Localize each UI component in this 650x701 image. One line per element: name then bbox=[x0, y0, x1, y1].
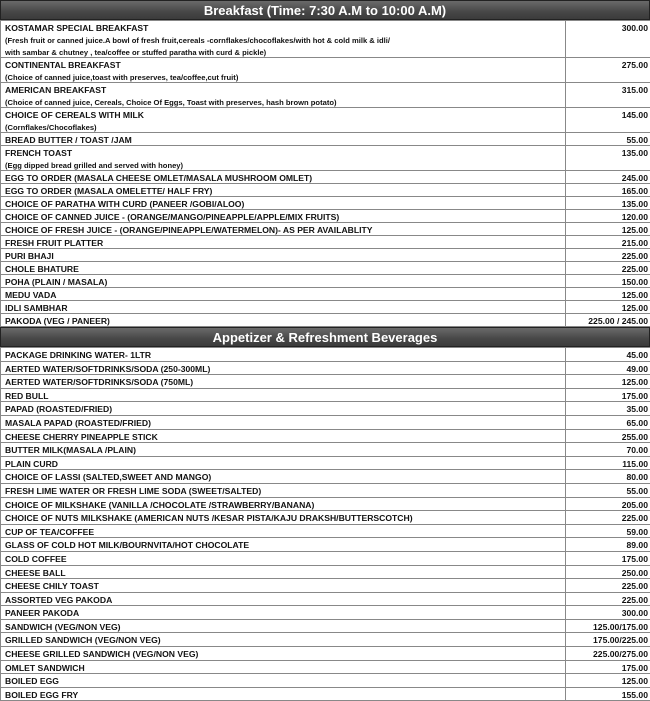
menu-item-name: CUP OF TEA/COFFEE bbox=[5, 527, 94, 537]
menu-item-name: EGG TO ORDER (MASALA CHEESE OMLET/MASALA MUSHROOM OMLET) bbox=[5, 173, 312, 183]
menu-item-cell bbox=[1, 249, 566, 262]
menu-item-name: CHOICE OF FRESH JUICE - (ORANGE/PINEAPPLE/WATERMELON)- AS PER AVAILABLITY bbox=[5, 225, 372, 235]
menu-item-name: KOSTAMAR SPECIAL BREAKFAST bbox=[5, 23, 148, 33]
menu-item-cell bbox=[1, 388, 566, 402]
menu-item-price: 255.00 bbox=[566, 429, 650, 443]
menu-item-price: 55.00 bbox=[566, 133, 650, 146]
menu-item-row bbox=[1, 443, 650, 457]
menu-item-row bbox=[1, 429, 650, 443]
menu-item-price: 70.00 bbox=[566, 443, 650, 457]
menu-item-cell bbox=[1, 171, 566, 184]
menu-item-row bbox=[1, 146, 650, 171]
menu-item-name: GRILLED SANDWICH (VEG/NON VEG) bbox=[5, 635, 161, 645]
menu-item-row bbox=[1, 108, 650, 133]
menu-item-cell bbox=[1, 674, 566, 688]
menu-item-row bbox=[1, 348, 650, 362]
menu-item-cell bbox=[1, 456, 566, 470]
menu-item-description: (Cornflakes/Chocoflakes) bbox=[5, 123, 561, 132]
menu-item-price: 225.00 bbox=[566, 579, 650, 593]
menu-item-name: COLD COFFEE bbox=[5, 554, 67, 564]
menu-item-row bbox=[1, 456, 650, 470]
menu-item-name: BUTTER MILK(MASALA /PLAIN) bbox=[5, 445, 136, 455]
breakfast-table bbox=[0, 20, 650, 327]
menu-item-row bbox=[1, 402, 650, 416]
menu-item-price: 80.00 bbox=[566, 470, 650, 484]
menu-item-name: CHEESE CHILY TOAST bbox=[5, 581, 99, 591]
menu-item-name: RED BULL bbox=[5, 391, 48, 401]
menu-item-name: CHOICE OF NUTS MILKSHAKE (AMERICAN NUTS /KESAR PISTA/KAJU DRAKSH/BUTTERSCOTCH) bbox=[5, 513, 413, 523]
menu-item-cell bbox=[1, 314, 566, 327]
menu-item-cell bbox=[1, 538, 566, 552]
menu-item-name: PANEER PAKODA bbox=[5, 608, 79, 618]
menu-item-cell bbox=[1, 497, 566, 511]
menu-item-row bbox=[1, 511, 650, 525]
menu-item-cell bbox=[1, 262, 566, 275]
menu-item-price: 125.00 bbox=[566, 288, 650, 301]
menu-item-cell bbox=[1, 579, 566, 593]
menu-item-row bbox=[1, 524, 650, 538]
menu-item-name: ASSORTED VEG PAKODA bbox=[5, 595, 112, 605]
menu-item-cell bbox=[1, 275, 566, 288]
menu-item-price: 89.00 bbox=[566, 538, 650, 552]
menu-item-cell bbox=[1, 402, 566, 416]
menu-item-cell bbox=[1, 619, 566, 633]
menu-item-name: MASALA PAPAD (ROASTED/FRIED) bbox=[5, 418, 151, 428]
menu-item-price: 250.00 bbox=[566, 565, 650, 579]
menu-item-cell bbox=[1, 210, 566, 223]
menu-item-cell bbox=[1, 483, 566, 497]
menu-item-row bbox=[1, 262, 650, 275]
menu-item-price: 245.00 bbox=[566, 171, 650, 184]
menu-item-price: 175.00/225.00 bbox=[566, 633, 650, 647]
menu-item-price: 45.00 bbox=[566, 348, 650, 362]
menu-item-row bbox=[1, 249, 650, 262]
breakfast-header: Breakfast (Time: 7:30 A.M to 10:00 A.M) bbox=[0, 0, 650, 20]
menu-item-price: 125.00 bbox=[566, 223, 650, 236]
menu-item-cell bbox=[1, 415, 566, 429]
menu-item-name: FRESH LIME WATER OR FRESH LIME SODA (SWEET/SALTED) bbox=[5, 486, 261, 496]
menu-item-description: (Choice of canned juice, Cereals, Choice Of Eggs, Toast with preserves, hash brown potato) bbox=[5, 98, 561, 107]
beverages-table bbox=[0, 347, 650, 701]
menu-item-row bbox=[1, 184, 650, 197]
menu-item-description: (Choice of canned juice,toast with preserves, tea/coffee,cut fruit) bbox=[5, 73, 561, 82]
menu-item-price: 65.00 bbox=[566, 415, 650, 429]
menu-item-price: 165.00 bbox=[566, 184, 650, 197]
menu-item-name: EGG TO ORDER (MASALA OMELETTE/ HALF FRY) bbox=[5, 186, 212, 196]
menu-item-cell bbox=[1, 348, 566, 362]
menu-item-row bbox=[1, 314, 650, 327]
menu-item-name: SANDWICH (VEG/NON VEG) bbox=[5, 622, 121, 632]
menu-item-price: 225.00 bbox=[566, 592, 650, 606]
menu-item-row bbox=[1, 236, 650, 249]
menu-item-cell bbox=[1, 223, 566, 236]
menu-item-name: AERTED WATER/SOFTDRINKS/SODA (750ML) bbox=[5, 377, 193, 387]
menu-item-price: 150.00 bbox=[566, 275, 650, 288]
menu-item-row bbox=[1, 21, 650, 58]
menu-item-price: 175.00 bbox=[566, 660, 650, 674]
menu-item-cell bbox=[1, 375, 566, 389]
menu-item-price: 205.00 bbox=[566, 497, 650, 511]
menu-item-price: 49.00 bbox=[566, 361, 650, 375]
menu-item-row bbox=[1, 171, 650, 184]
menu-item-cell bbox=[1, 197, 566, 210]
menu-item-row bbox=[1, 197, 650, 210]
menu-item-name: BOILED EGG bbox=[5, 676, 59, 686]
menu-item-cell bbox=[1, 21, 566, 58]
menu-item-name: CHOICE OF CEREALS WITH MILK bbox=[5, 110, 144, 120]
menu-item-cell bbox=[1, 83, 566, 108]
menu-item-cell bbox=[1, 236, 566, 249]
menu-item-name: AMERICAN BREAKFAST bbox=[5, 85, 106, 95]
menu-item-row bbox=[1, 133, 650, 146]
menu-item-name: CHOICE OF CANNED JUICE - (ORANGE/MANGO/PINEAPPLE/APPLE/MIX FRUITS) bbox=[5, 212, 339, 222]
menu-item-price: 125.00 bbox=[566, 301, 650, 314]
menu-item-row bbox=[1, 647, 650, 661]
menu-item-name: BOILED EGG FRY bbox=[5, 690, 78, 700]
menu-item-price: 135.00 bbox=[566, 146, 650, 171]
menu-item-name: PLAIN CURD bbox=[5, 459, 58, 469]
menu-item-price: 125.00 bbox=[566, 375, 650, 389]
menu-item-price: 175.00 bbox=[566, 388, 650, 402]
menu-item-row bbox=[1, 538, 650, 552]
menu-item-price: 275.00 bbox=[566, 58, 650, 83]
menu-item-price: 300.00 bbox=[566, 606, 650, 620]
menu-item-price: 55.00 bbox=[566, 483, 650, 497]
menu-item-price: 225.00 bbox=[566, 262, 650, 275]
menu-item-row bbox=[1, 619, 650, 633]
menu-item-name: CHEESE CHERRY PINEAPPLE STICK bbox=[5, 432, 158, 442]
menu-item-price: 35.00 bbox=[566, 402, 650, 416]
menu-item-price: 225.00 bbox=[566, 511, 650, 525]
menu-item-cell bbox=[1, 470, 566, 484]
menu-item-row bbox=[1, 83, 650, 108]
menu-item-name: BREAD BUTTER / TOAST /JAM bbox=[5, 135, 132, 145]
menu-item-price: 175.00 bbox=[566, 551, 650, 565]
menu-item-cell bbox=[1, 511, 566, 525]
menu-item-name: OMLET SANDWICH bbox=[5, 663, 85, 673]
menu-item-cell bbox=[1, 288, 566, 301]
menu-item-name: CHOICE OF LASSI (SALTED,SWEET AND MANGO) bbox=[5, 472, 211, 482]
menu-item-name: FRESH FRUIT PLATTER bbox=[5, 238, 103, 248]
menu-item-row bbox=[1, 565, 650, 579]
menu-item-price: 300.00 bbox=[566, 21, 650, 58]
menu-item-row bbox=[1, 551, 650, 565]
menu-item-cell bbox=[1, 551, 566, 565]
menu-item-row bbox=[1, 592, 650, 606]
menu-item-name: CHOICE OF PARATHA WITH CURD (PANEER /GOBI/ALOO) bbox=[5, 199, 244, 209]
menu-item-price: 225.00 / 245.00 bbox=[566, 314, 650, 327]
menu-item-cell bbox=[1, 633, 566, 647]
menu-item-cell bbox=[1, 592, 566, 606]
menu-item-row bbox=[1, 470, 650, 484]
menu-item-cell bbox=[1, 647, 566, 661]
menu-item-cell bbox=[1, 565, 566, 579]
menu-item-cell bbox=[1, 429, 566, 443]
menu-item-row bbox=[1, 288, 650, 301]
menu-item-cell bbox=[1, 687, 566, 701]
menu-item-name: GLASS OF COLD HOT MILK/BOURNVITA/HOT CHOCOLATE bbox=[5, 540, 249, 550]
menu-item-price: 115.00 bbox=[566, 456, 650, 470]
menu-item-name: IDLI SAMBHAR bbox=[5, 303, 68, 313]
menu-item-name: CONTINENTAL BREAKFAST bbox=[5, 60, 121, 70]
menu-item-cell bbox=[1, 524, 566, 538]
menu-item-cell bbox=[1, 133, 566, 146]
menu-item-name: CHOLE BHATURE bbox=[5, 264, 79, 274]
menu-item-name: PACKAGE DRINKING WATER- 1LTR bbox=[5, 350, 151, 360]
menu-item-name: MEDU VADA bbox=[5, 290, 56, 300]
menu-item-price: 155.00 bbox=[566, 687, 650, 701]
menu-item-name: FRENCH TOAST bbox=[5, 148, 72, 158]
menu-item-row bbox=[1, 275, 650, 288]
menu-item-price: 125.00/175.00 bbox=[566, 619, 650, 633]
menu-item-row bbox=[1, 660, 650, 674]
menu-item-cell bbox=[1, 660, 566, 674]
beverages-header: Appetizer & Refreshment Beverages bbox=[0, 327, 650, 347]
menu-item-description: (Fresh fruit or canned juice.A bowl of fresh fruit,cereals -cornflakes/chocoflakes/with hot & cold milk & idli/ bbox=[5, 36, 561, 45]
menu-item-name: CHEESE GRILLED SANDWICH (VEG/NON VEG) bbox=[5, 649, 198, 659]
menu-item-price: 59.00 bbox=[566, 524, 650, 538]
menu-item-row bbox=[1, 388, 650, 402]
menu-item-name: PAKODA (VEG / PANEER) bbox=[5, 316, 110, 326]
menu-item-cell bbox=[1, 361, 566, 375]
menu-item-cell bbox=[1, 184, 566, 197]
menu-item-cell bbox=[1, 443, 566, 457]
menu-item-price: 135.00 bbox=[566, 197, 650, 210]
menu-item-description: with sambar & chutney , tea/coffee or stuffed paratha with curd & pickle) bbox=[5, 48, 561, 57]
menu-item-name: CHOICE OF MILKSHAKE (VANILLA /CHOCOLATE /STRAWBERRY/BANANA) bbox=[5, 500, 314, 510]
menu-item-name: CHEESE BALL bbox=[5, 568, 66, 578]
menu-item-row bbox=[1, 375, 650, 389]
menu-item-price: 225.00 bbox=[566, 249, 650, 262]
menu-item-row bbox=[1, 674, 650, 688]
menu-item-cell bbox=[1, 301, 566, 314]
menu-item-price: 225.00/275.00 bbox=[566, 647, 650, 661]
menu-item-row bbox=[1, 415, 650, 429]
menu-item-price: 215.00 bbox=[566, 236, 650, 249]
menu-item-cell bbox=[1, 58, 566, 83]
menu-item-row bbox=[1, 483, 650, 497]
menu-item-row bbox=[1, 497, 650, 511]
menu-item-row bbox=[1, 210, 650, 223]
menu-item-row bbox=[1, 579, 650, 593]
menu-item-row bbox=[1, 633, 650, 647]
menu-item-price: 315.00 bbox=[566, 83, 650, 108]
menu-item-name: POHA (PLAIN / MASALA) bbox=[5, 277, 107, 287]
menu-item-row bbox=[1, 301, 650, 314]
menu-item-row bbox=[1, 58, 650, 83]
menu-item-row bbox=[1, 687, 650, 701]
menu-item-price: 125.00 bbox=[566, 674, 650, 688]
menu-item-name: AERTED WATER/SOFTDRINKS/SODA (250-300ML) bbox=[5, 364, 210, 374]
menu-item-row bbox=[1, 606, 650, 620]
menu-item-description: (Egg dipped bread grilled and served with honey) bbox=[5, 161, 561, 170]
menu-item-cell bbox=[1, 146, 566, 171]
menu-item-cell bbox=[1, 108, 566, 133]
menu-item-row bbox=[1, 361, 650, 375]
menu-item-cell bbox=[1, 606, 566, 620]
menu-item-row bbox=[1, 223, 650, 236]
menu-item-name: PURI BHAJI bbox=[5, 251, 54, 261]
menu-item-name: PAPAD (ROASTED/FRIED) bbox=[5, 404, 112, 414]
menu-item-price: 120.00 bbox=[566, 210, 650, 223]
menu-item-price: 145.00 bbox=[566, 108, 650, 133]
